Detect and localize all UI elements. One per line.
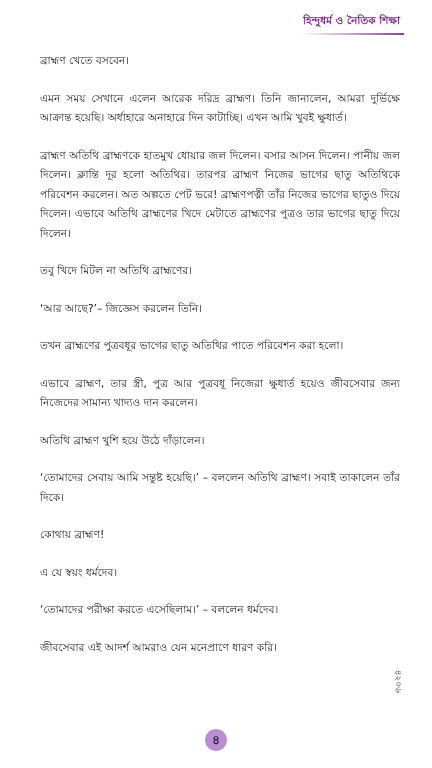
paragraph: ব্রাহ্মণ অতিথি ব্রাহ্মণকে হাতমুখ ধোয়ার জল দিলেন। বসার আসন দিলেন। পানীয় জল দিলেন। ক্লান্তি দূর হলো অতিথির। তারপর ব্রাহ্মণ নিজের ভাগের ছাতু অতিথিকে পরিবেশন করলেন। অত অল্পতে পেট ভরে! ব্রাহ্মণপত্নী তাঁর নিজের ভাগের ছাতুও দিয়ে দিলেন। এভাবে অতিথি ব্রাহ্মণের খিদে মেটাতে ব্রাহ্মণের পুত্রও তার ভাগের ছাতু দিয়ে দিলেন। — [40, 149, 400, 240]
paragraph: এমন সময় সেখানে এলেন আরেক দরিদ্র ব্রাহ্মণ। তিনি জানালেন, আমরা দুর্ভিক্ষে আক্রান্ত হয়েছি। অর্ধাহারে অনাহারে দিন কাটাচ্ছি। এখন আমি খুবই ক্ষুধার্ত। — [40, 92, 400, 124]
side-note-code: ৪২০৬ — [392, 669, 402, 693]
paragraph: অতিথি ব্রাহ্মণ খুশি হয়ে উঠে দাঁড়ালেন। — [40, 434, 205, 447]
page-header-title: হিন্দুধর্ম ও নৈতিক শিক্ষা — [303, 15, 400, 27]
paragraph: ‘তোমাদের সেবায় আমি সন্তুষ্ট হয়েছি।’ – বললেন অতিথি ব্রাহ্মণ। সবাই তাকালেন তাঁর দিকে। — [40, 472, 400, 504]
paragraph: ব্রাহ্মণ খেতে বসবেন। — [40, 55, 129, 67]
paragraph: তবু খিদে মিটল না অতিথি ব্রাহ্মণের। — [40, 265, 193, 277]
paragraph: কোথায় ব্রাহ্মণ! — [40, 529, 105, 541]
page-number-badge: ৪ — [205, 729, 227, 751]
paragraph: তখন ব্রাহ্মণের পুত্রবধূর ভাগের ছাতু অতিথির পাতে পরিবেশন করা হলো। — [40, 340, 344, 352]
story-text — [40, 52, 400, 676]
paragraph: এ যে স্বয়ং ধর্মদেব। — [40, 566, 118, 579]
header-divider — [300, 33, 404, 35]
paragraph: এভাবে ব্রাহ্মণ, তার স্ত্রী, পুত্র আর পুত্রবধূ নিজেরা ক্ষুধার্ত হয়েও জীবসেবার জন্য নিজেদের সামান্য খাদ্যও দান করলেন। — [40, 377, 400, 409]
paragraph: ‘তোমাদের পরীক্ষা করতে এসেছিলাম।’ – বললেন ধর্মদেব। — [40, 604, 279, 616]
paragraph: জীবসেবার এই আদর্শ আমরাও যেন মনেপ্রাণে ধারণ করি। — [40, 641, 277, 654]
paragraph: ‘আর আছে?’– জিজ্ঞেস করলেন তিনি। — [40, 302, 203, 315]
